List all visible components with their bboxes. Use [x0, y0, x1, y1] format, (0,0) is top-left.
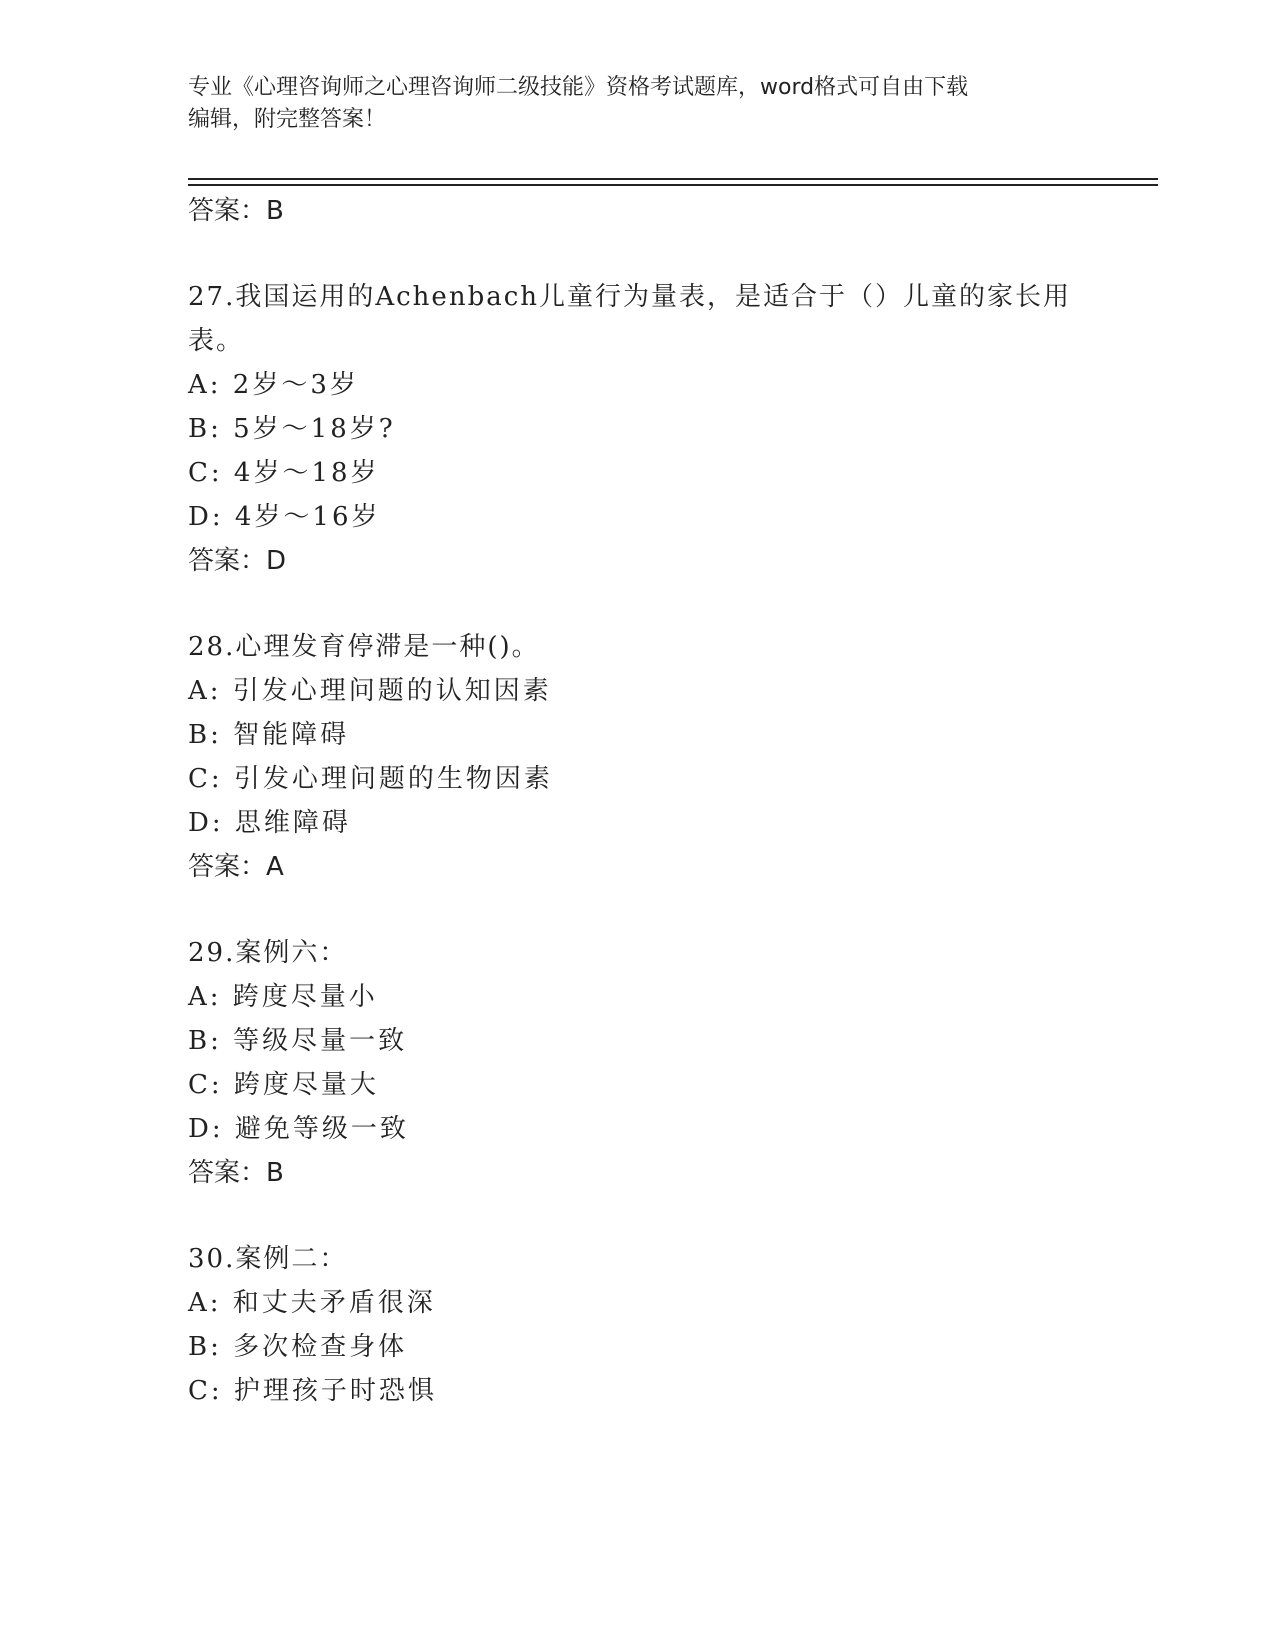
question-stem: 30.案例二：: [188, 1244, 348, 1274]
question-stem: 28.心理发育停滞是一种()。: [188, 632, 540, 662]
question-stem: 29.案例六：: [188, 938, 348, 968]
option-b: B: 多次检查身体: [188, 1332, 408, 1362]
answer-line: 答案：B: [188, 1158, 284, 1188]
option-c: C: 护理孩子时恐惧: [188, 1376, 437, 1406]
document-header: [188, 72, 1068, 136]
header-divider-top: [188, 178, 1158, 180]
answer-line: 答案：B: [188, 196, 284, 226]
question-stem-continued: 表。: [188, 326, 245, 356]
header-line-2: 编辑，附完整答案！: [188, 107, 387, 132]
header-line-1: 专业《心理咨询师之心理咨询师二级技能》资格考试题库，word格式可自由下载: [188, 75, 969, 100]
option-b: B: 等级尽量一致: [188, 1026, 408, 1056]
option-c: C: 4岁～18岁: [188, 458, 380, 488]
option-d: D: 思维障碍: [188, 808, 351, 838]
question-stem: 27.我国运用的Achenbach儿童行为量表，是适合于（）儿童的家长用: [188, 282, 1072, 312]
option-a: A: 跨度尽量小: [188, 982, 378, 1012]
option-a: A: 引发心理问题的认知因素: [188, 676, 552, 706]
option-a: A: 2岁～3岁: [188, 370, 359, 400]
option-c: C: 跨度尽量大: [188, 1070, 379, 1100]
option-d: D: 避免等级一致: [188, 1114, 409, 1144]
answer-line: 答案：A: [188, 852, 284, 882]
option-a: A: 和丈夫矛盾很深: [188, 1288, 436, 1318]
option-d: D: 4岁～16岁: [188, 502, 381, 532]
option-b: B: 5岁～18岁?: [188, 414, 396, 444]
header-divider-bottom: [188, 184, 1158, 186]
answer-line: 答案：D: [188, 546, 287, 576]
option-b: B: 智能障碍: [188, 720, 350, 750]
option-c: C: 引发心理问题的生物因素: [188, 764, 553, 794]
